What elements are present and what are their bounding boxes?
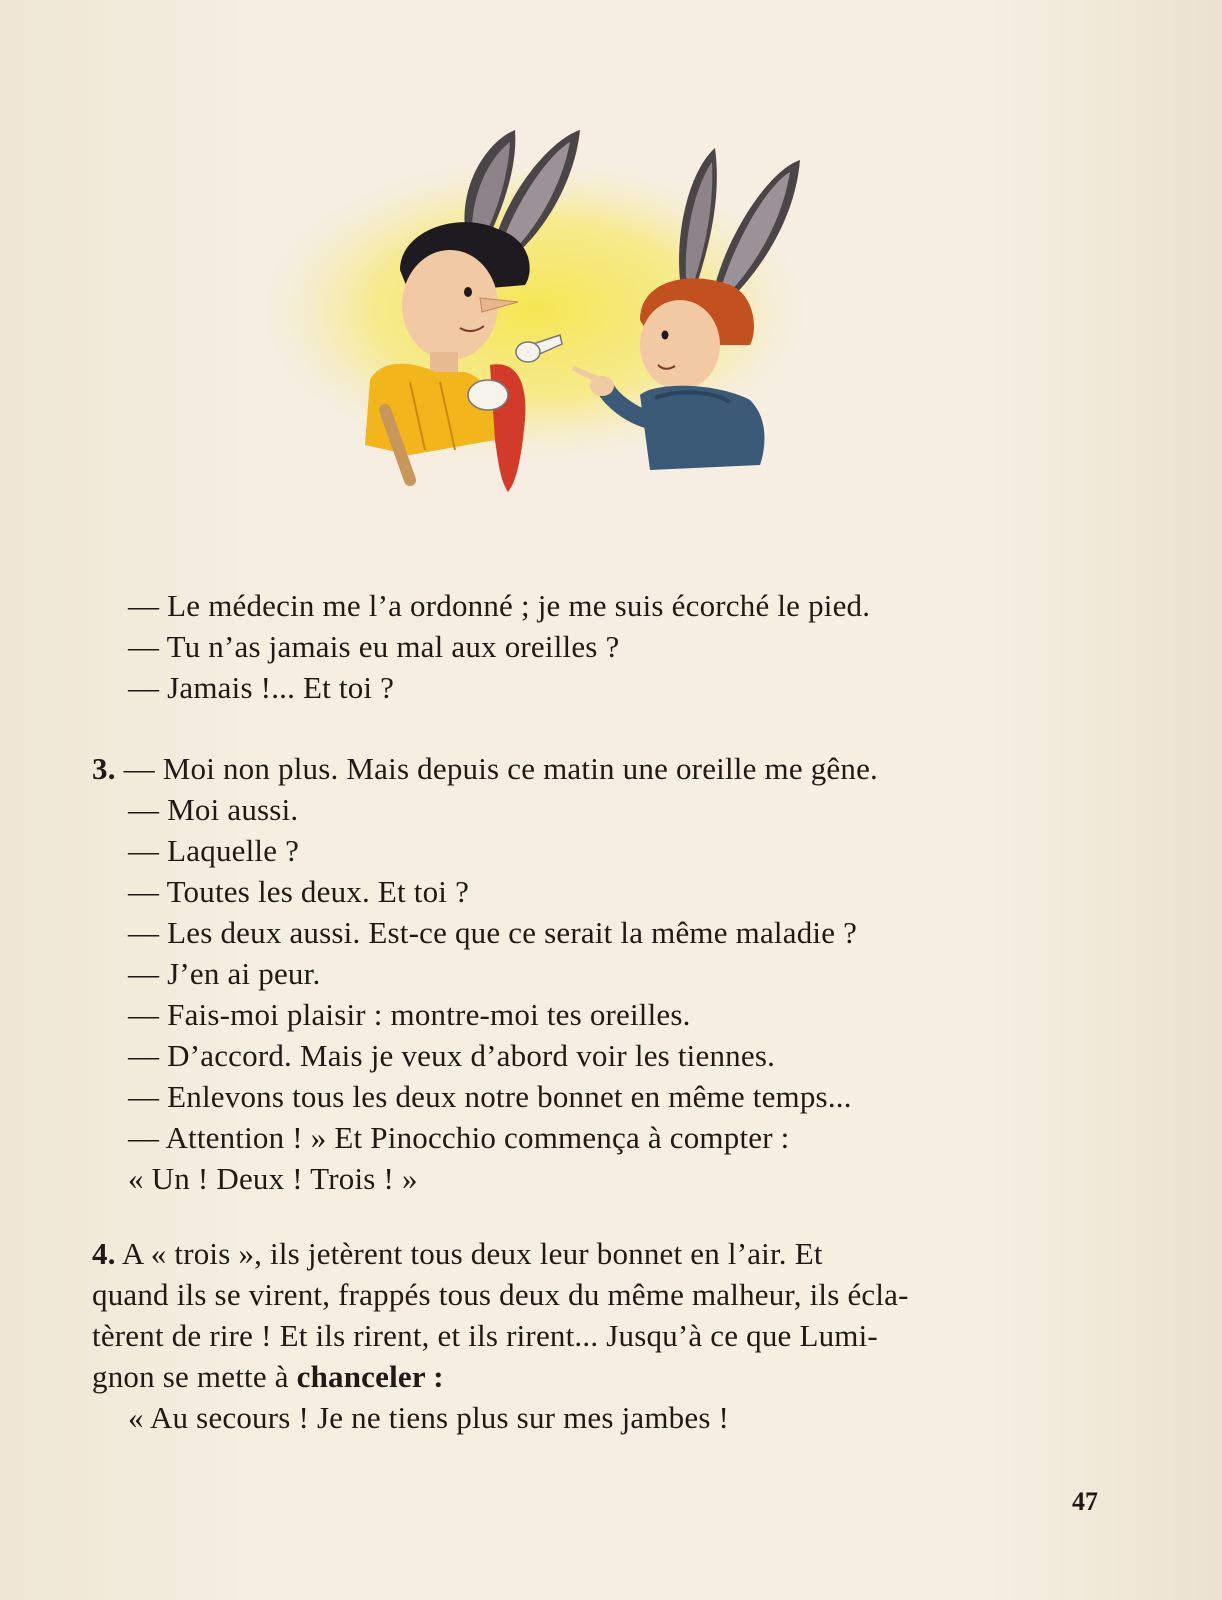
paragraph-line: quand ils se virent, frappés tous deux du même malheur, ils écla- — [92, 1277, 909, 1312]
paragraph-text: gnon se mette à — [92, 1359, 297, 1394]
paragraph-text: A « trois », ils jetèrent tous deux leur bonnet en l’air. Et — [121, 1236, 823, 1271]
dialogue-line: — Les deux aussi. Est-ce que ce serait la même maladie ? — [128, 915, 858, 950]
dialogue-line: — Le médecin me l’a ordonné ; je me suis écorché le pied. — [128, 588, 871, 623]
section-3-first-line — [92, 748, 1102, 789]
dialogue-line: — J’en ai peur. — [128, 956, 321, 991]
paragraph-line — [92, 1356, 1102, 1397]
paragraph-line — [92, 1233, 1102, 1274]
section-number: 3. — [92, 751, 116, 786]
dialogue-line: — Attention ! » Et Pinocchio commença à compter : — [128, 1120, 790, 1155]
dialogue-line: « Un ! Deux ! Trois ! » — [128, 1161, 418, 1196]
section-3 — [92, 748, 1102, 1199]
dialogue-line: — Laquelle ? — [128, 833, 300, 868]
dialogue-line: — Moi aussi. — [128, 792, 299, 827]
dialogue-line: — Toutes les deux. Et toi ? — [128, 874, 470, 909]
dialogue-block-1 — [92, 585, 1102, 708]
dialogue-line: — Moi non plus. Mais depuis ce matin une oreille me gêne. — [123, 751, 878, 786]
dialogue-line: — Jamais !... Et toi ? — [128, 670, 395, 705]
paragraph-line: « Au secours ! Je ne tiens plus sur mes jambes ! — [128, 1400, 730, 1435]
donkey-eared-boys-illustration — [260, 120, 830, 510]
dialogue-line: — Fais-moi plaisir : montre-moi tes oreilles. — [128, 997, 691, 1032]
section-4 — [92, 1233, 1102, 1438]
vocabulary-word: chanceler — [296, 1359, 426, 1394]
section-number: 4. — [92, 1236, 116, 1271]
paragraph-line: tèrent de rire ! Et ils rirent, et ils rirent... Jusqu’à ce que Lumi- — [92, 1318, 878, 1353]
page-number: 47 — [1072, 1487, 1098, 1516]
paragraph-text: : — [425, 1359, 444, 1394]
dialogue-line: — Enlevons tous les deux notre bonnet en même temps... — [128, 1079, 852, 1114]
dialogue-line: — D’accord. Mais je veux d’abord voir les tiennes. — [128, 1038, 776, 1073]
dialogue-line: — Tu n’as jamais eu mal aux oreilles ? — [128, 629, 620, 664]
